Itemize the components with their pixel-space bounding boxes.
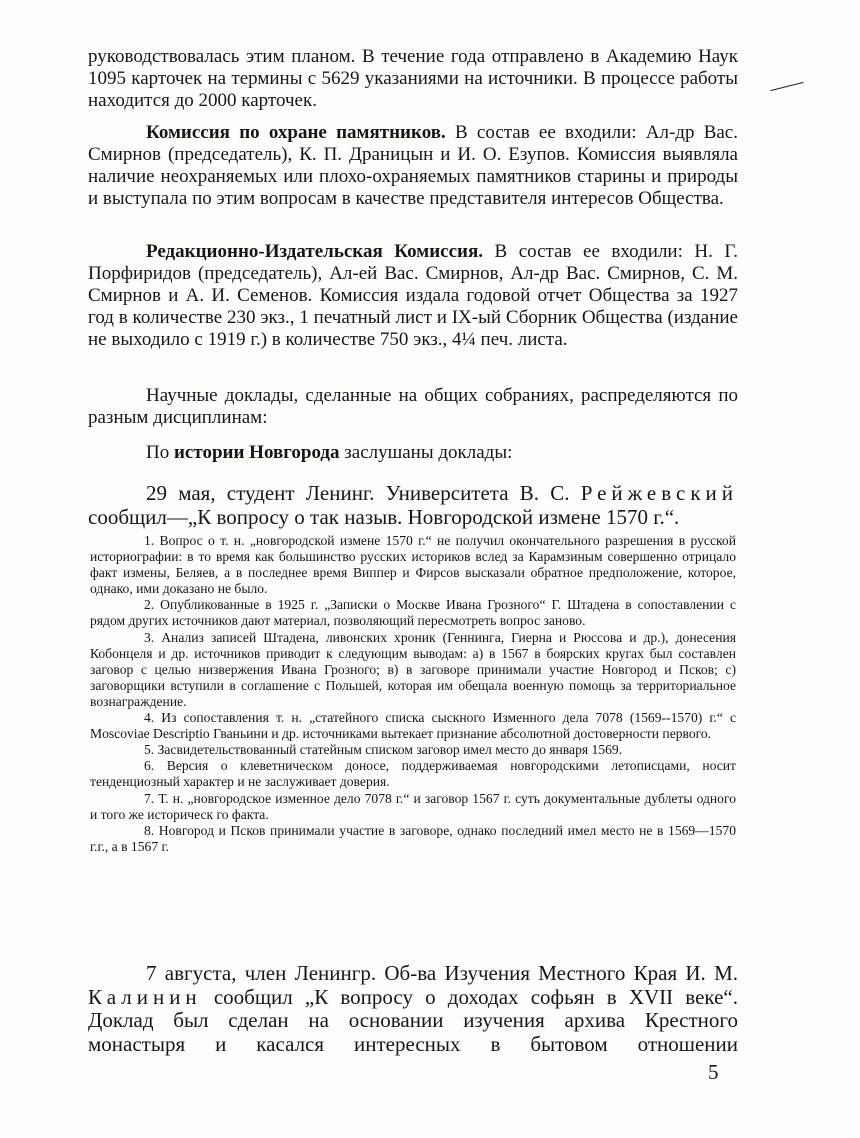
intro-paragraph: руководствовалась этим планом. В течение года отправлено в Академию Наук 1095 карточек на термины с 5629 указаниями на источники. В процессе работы находится до 2000 карточек. [88, 46, 738, 111]
report-2-paragraph [88, 962, 738, 1056]
monuments-commission-paragraph [88, 122, 738, 210]
report-2-prefix: 7 августа, член Ленингр. Об-ва Изучения Местного Края И. М. [146, 961, 738, 985]
editorial-commission-title: Редакционно-Издательская Комиссия. [146, 241, 483, 262]
report-1-paragraph [88, 482, 738, 529]
monuments-commission-title: Комиссия по охране памятников. [146, 122, 446, 143]
history-suffix: заслушаны доклады: [339, 442, 513, 463]
history-heading-paragraph [88, 442, 738, 464]
thesis-item: 4. Из сопоставления т. н. „статейного списка сыскного Изменного дела 7078 (1569--1570) г.“ с Moscoviae Descriptio Гваньини и др. источниками вытекает признание абсолютной достоверности первого. [90, 710, 736, 742]
thesis-item: 2. Опубликованные в 1925 г. „Записки о Москве Ивана Грозного“ Г. Штадена в сопоставлении с рядом других источников дают материал, позволяющий пересмотреть вопрос заново. [90, 597, 736, 629]
report-1-suffix: сообщил—„К вопросу о так назыв. Новгородской измене 1570 г.“. [88, 504, 680, 529]
reports-intro-paragraph: Научные доклады, сделанные на общих собраниях, распределяются по разным дисциплинам: [88, 385, 738, 428]
margin-pencil-mark [770, 82, 803, 91]
editorial-commission-paragraph [88, 241, 738, 351]
report-1-prefix: 29 мая, студент Ленинг. Университета В. С. [146, 481, 581, 505]
report-1-speaker: Рейжевский [580, 481, 738, 505]
thesis-item: 7. Т. н. „новгородское изменное дело 7078 г.“ и заговор 1567 г. суть документальные дублеты одного и того же историческ го факта. [90, 790, 736, 822]
thesis-item: 1. Вопрос о т. н. „новгородской измене 1570 г.“ не получил окончательного разрешения в русской историографии: в то время как большинство русских историков вслед за Карамзиным совершенно отрицало факт измены, Беляев, а в последнее время Виппер и Фирсов высказали обратное предположение, которое, однако, ими доказано не было. [90, 533, 736, 597]
editorial-commission-text: В состав ее входили: Н. Г. Порфиридов (председатель), Ал-ей Вас. Смирнов, Ал-др Вас. Смирнов, С. М. Смирнов и А. И. Семенов. Комиссия издала годовой отчет Общества за 1927 год в количестве 230 экз., 1 печатный лист и IX-ый Сборник Общества (издание не выходило с 1919 г.) в количестве 750 экз., 4¼ печ. листа. [88, 241, 739, 350]
thesis-item: 3. Анализ записей Штадена, ливонских хроник (Геннинга, Гиерна и Рюссова и др.), донесения Кобонцеля и др. источников приводит к следующим выводам: а) в 1567 в боярских кругах был составлен заговор с целью низвержения Ивана Грозного; в) в заговоре принимали участие Новгород и Псков; с) заговорщики вступили в соглашение с Польшей, которая им обещала военную помощь за территориальное вознаграждение. [90, 629, 736, 709]
page-number: 5 [708, 1060, 719, 1084]
thesis-item: 5. Засвидетельствованный статейным списком заговор имел место до января 1569. [144, 742, 623, 758]
report-2-suffix: сообщил „К вопросу о доходах софьян в XVII веке“. Доклад был сделан на основании изучения архива Крестного монастыря и касался интересных в бытовом отношении [88, 984, 738, 1056]
history-bold-label: истории Новгорода [173, 442, 340, 463]
thesis-item: 6. Версия о клеветническом доносе, поддерживаемая новгородскими летописцами, носит тенденциозный характер и не заслуживает доверия. [90, 758, 736, 790]
theses-list [90, 533, 736, 855]
report-2-speaker: Калинин [88, 984, 202, 1009]
monuments-commission-text: В состав ее входили: Ал-др Вас. Смирнов (председатель), К. П. Драницын и И. О. Езупов. Комиссия выявляла наличие неохраняемых или плохо-охраняемых памятников старины и природы и выступала по этим вопросам в качестве представителя интересов Общества. [88, 122, 738, 209]
history-prefix: По [146, 442, 174, 463]
thesis-item: 8. Новгород и Псков принимали участие в заговоре, однако последний имел место не в 1569—1570 г.г., а в 1567 г. [90, 822, 736, 854]
